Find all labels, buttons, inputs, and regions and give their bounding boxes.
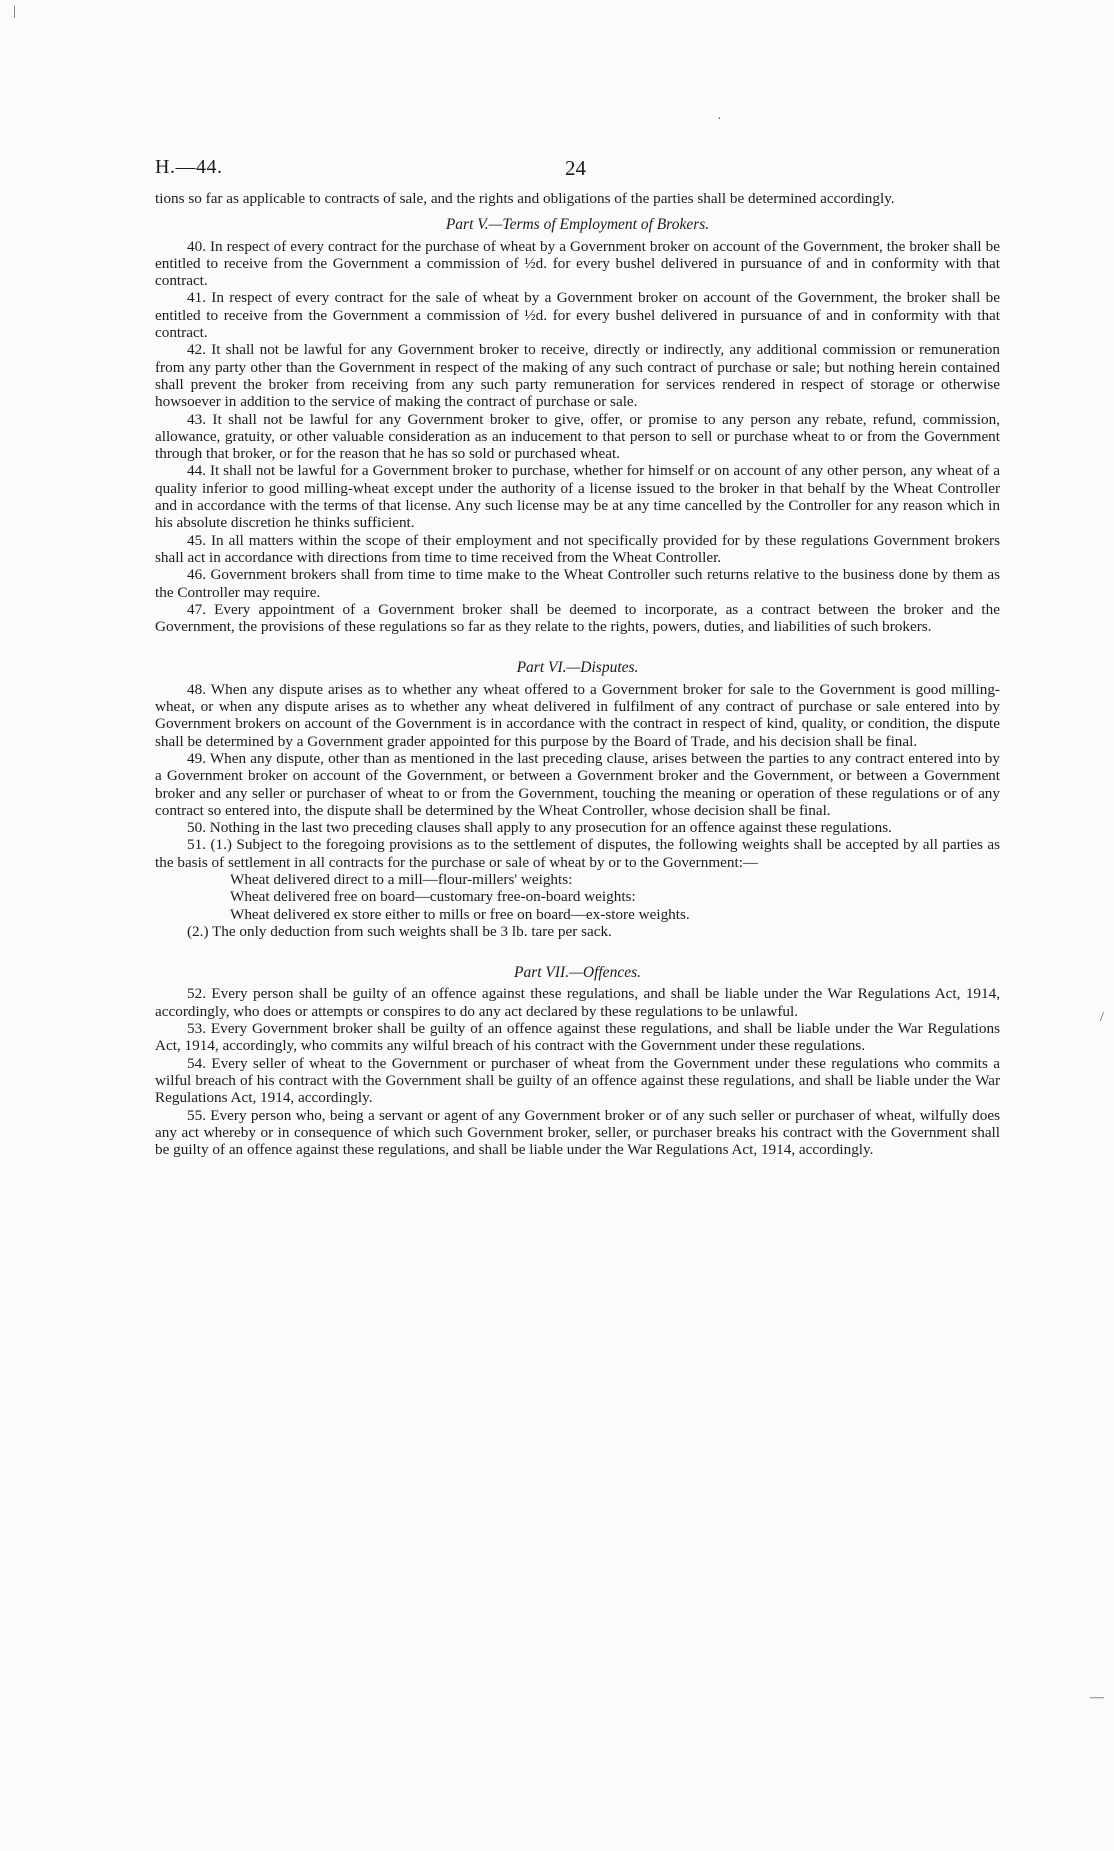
weights-list-item: Wheat delivered ex store either to mills or free on board—ex-store weights. (230, 905, 690, 923)
clause-51: 51. (1.) Subject to the foregoing provisions as to the settlement of disputes, the following weights shall be accepted by all parties as the basis of settlement in all contracts for the purchase or sale of wheat by or to the Government:— (155, 836, 1000, 871)
clause-44: 44. It shall not be lawful for a Government broker to purchase, whether for himself or on account of any other person, any wheat of a quality inferior to good milling-wheat except under the authority of a license issued to the broker in that behalf by the Wheat Controller and in accordance with the terms of that license. Any such license may be at any time cancelled by the Controller for any reason which in his absolute discretion he thinks sufficient. (155, 462, 1000, 532)
clause-50: 50. Nothing in the last two preceding clauses shall apply to any prosecution for an offence against these regulations. (187, 819, 892, 837)
part-5-heading: Part V.—Terms of Employment of Brokers. (445, 216, 710, 234)
weights-list (155, 871, 1000, 923)
clause-46: 46. Government brokers shall from time to time make to the Wheat Controller such returns relative to the business done by them as the Controller may require. (155, 566, 1000, 601)
clause-51-2: (2.) The only deduction from such weights shall be 3 lb. tare per sack. (187, 922, 612, 940)
clause-48: 48. When any dispute arises as to whether any wheat offered to a Government broker for sale to the Government is good milling-wheat, or when any dispute arises as to whether any wheat delivered in fulfilment of any contract of purchase or sale entered into by Government brokers on account of the Government is in accordance with the contract in respect of kind, quality, or condition, the dispute shall be determined by a Government grader appointed for this purpose by the Board of Trade, and his decision shall be final. (155, 680, 1000, 750)
clause-41: 41. In respect of every contract for the sale of wheat by a Government broker on account of the Government, the broker shall be entitled to receive from the Government a commission of ½d. for every bushel delivered in pursuance of and in conformity with that contract. (155, 289, 1000, 342)
scan-mark-top-right: · (717, 112, 722, 127)
part-7-heading: Part VII.—Offences. (514, 964, 641, 982)
clause-55: 55. Every person who, being a servant or agent of any Government broker or of any such seller or purchaser of wheat, wilfully does any act whereby or in consequence of which such Government broker, seller, or purchaser breaks his contract with the Government shall be guilty of an offence against these regulations, and shall be liable under the War Regulations Act, 1914, accordingly. (155, 1106, 1000, 1159)
part-6-heading: Part VI.—Disputes. (516, 659, 639, 677)
body-text (155, 190, 1000, 1158)
scan-mark-bottom-right: — (1090, 1690, 1102, 1705)
clause-40: 40. In respect of every contract for the purchase of wheat by a Government broker on account of the Government, the broker shall be entitled to receive from the Government a commission of ½d. for every bushel delivered in pursuance of and in conformity with that contract. (155, 237, 1000, 290)
running-head (155, 150, 1000, 190)
clause-53: 53. Every Government broker shall be guilty of an offence against these regulations, and shall be liable under the War Regulations Act, 1914, accordingly, who commits any wilful breach of his contract with the Government under these regulations. (155, 1020, 1000, 1055)
document-reference: H.—44. (155, 156, 223, 178)
document-page (155, 150, 1000, 1158)
clause-42: 42. It shall not be lawful for any Government broker to receive, directly or indirectly, any additional commission or remuneration from any party other than the Government in respect of the making of any such contract of purchase or sale; but nothing herein contained shall prevent the broker from receiving from any such party remuneration for services rendered in respect of storage or otherwise howsoever in addition to the service of making the contract of purchase or sale. (155, 341, 1000, 411)
weights-list-item: Wheat delivered free on board—customary free-on-board weights: (230, 888, 636, 906)
clause-49: 49. When any dispute, other than as mentioned in the last preceding clause, arises between the parties to any contract entered into by a Government broker on account of the Government, or between a Government broker and the Government, or between a Government broker and any seller or purchaser of wheat to or from the Government, touching the meaning or operation of these regulations or of any contract so entered into, the dispute shall be determined by the Wheat Controller, whose decision shall be final. (155, 749, 1000, 819)
clause-43: 43. It shall not be lawful for any Government broker to give, offer, or promise to any person any rebate, refund, commission, allowance, gratuity, or other valuable consideration as an inducement to that person to sell or purchase wheat to or from the Government through that broker, or for the reason that he has so sold or purchased wheat. (155, 410, 1000, 463)
scan-mark-top-left: | (13, 4, 16, 19)
page-number: 24 (565, 156, 586, 180)
scan-mark-right: / (1100, 1010, 1104, 1025)
continuation-paragraph: tions so far as applicable to contracts of sale, and the rights and obligations of the parties shall be determined accordingly. (155, 190, 895, 207)
clause-52: 52. Every person shall be guilty of an offence against these regulations, and shall be liable under the War Regulations Act, 1914, accordingly, who does or attempts or conspires to do any act declared by these regulations to be unlawful. (155, 985, 1000, 1020)
weights-list-item: Wheat delivered direct to a mill—flour-millers' weights: (230, 870, 573, 888)
clause-47: 47. Every appointment of a Government broker shall be deemed to incorporate, as a contract between the broker and the Government, the provisions of these regulations so far as they relate to the rights, powers, duties, and liabilities of such brokers. (155, 600, 1000, 636)
clause-45: 45. In all matters within the scope of their employment and not specifically provided for by these regulations Government brokers shall act in accordance with directions from time to time received from the Wheat Controller. (155, 531, 1000, 566)
clause-54: 54. Every seller of wheat to the Government or purchaser of wheat from the Government under these regulations who commits a wilful breach of his contract with the Government shall be guilty of an offence against these regulations, and shall be liable under the War Regulations Act, 1914, accordingly. (155, 1054, 1000, 1107)
